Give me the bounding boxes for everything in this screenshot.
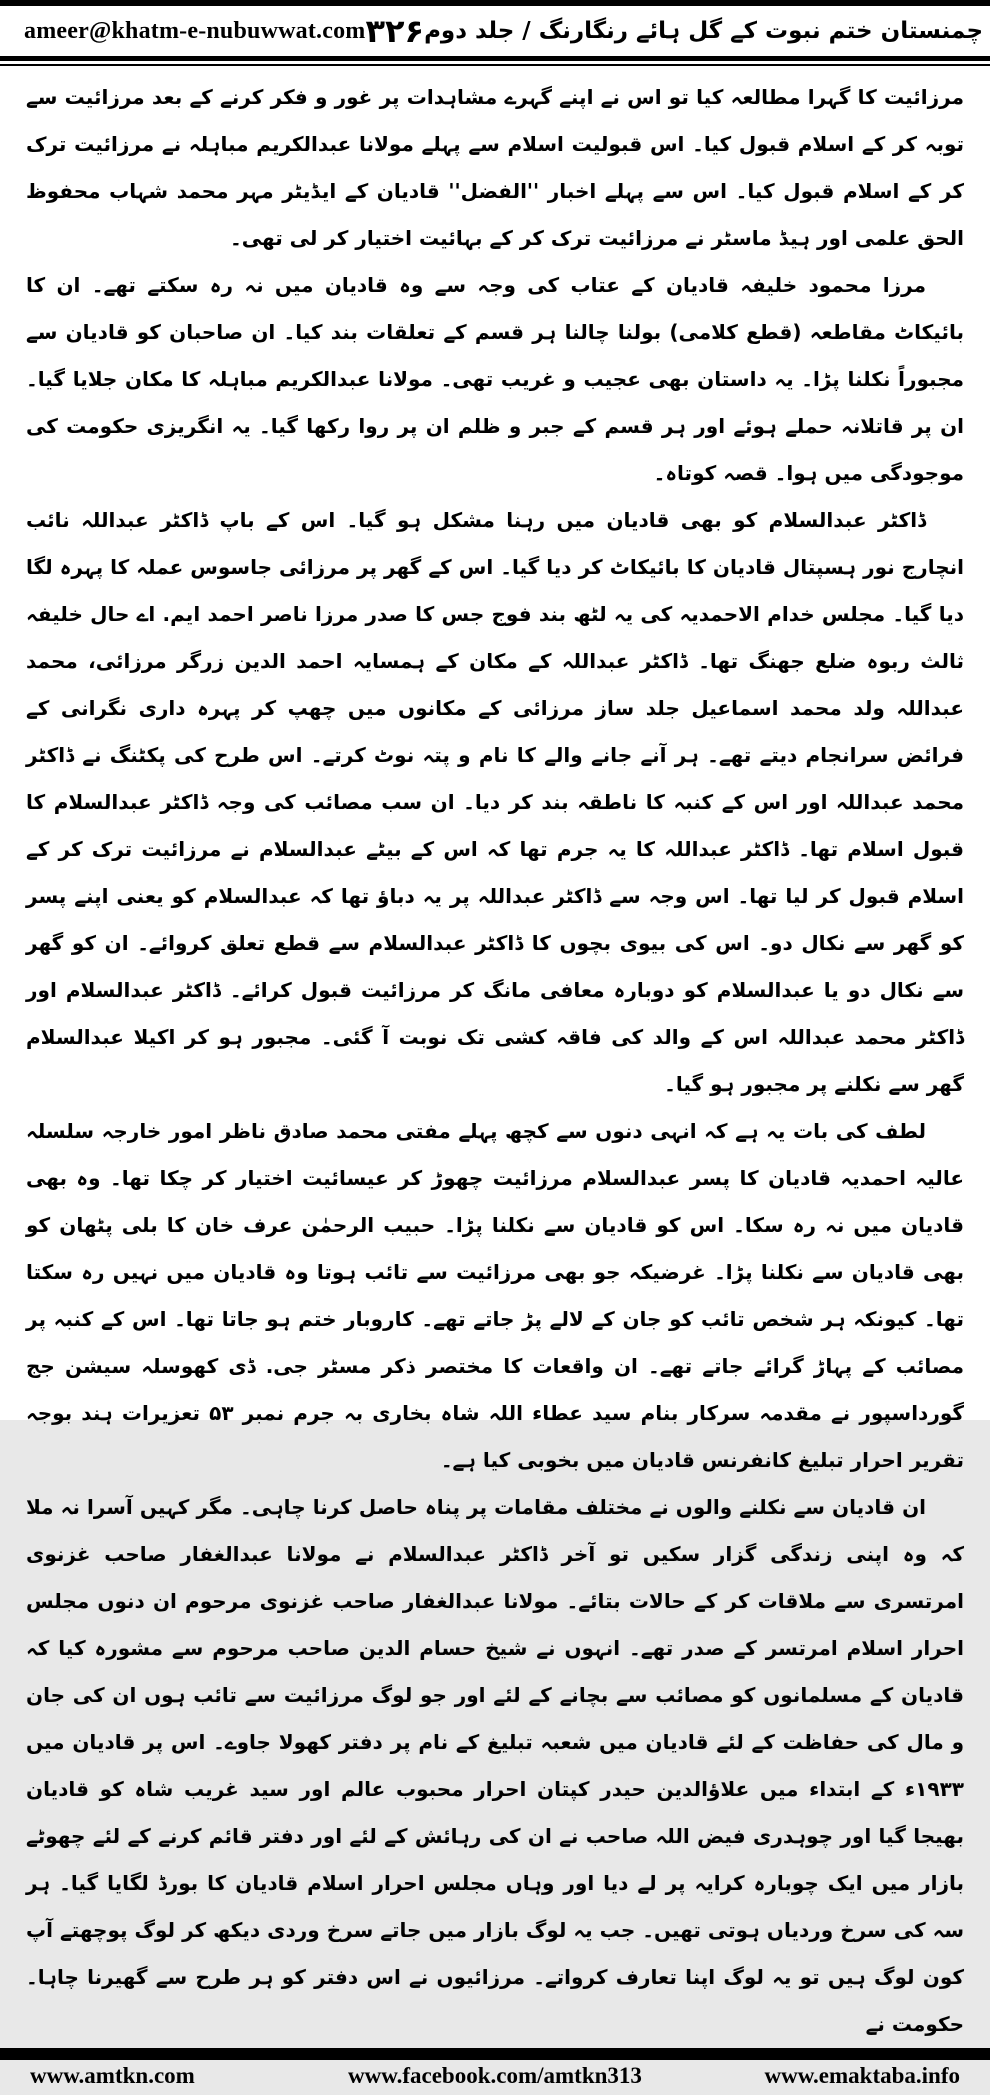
footer-website-url: www.amtkn.com: [30, 2063, 195, 2088]
book-title: چمنستان ختم نبوت کے گل ہائے رنگارنگ / جلد دوم: [424, 18, 984, 44]
header-rule-thick: [0, 56, 990, 61]
paragraph: ڈاکٹر عبدالسلام کو بھی قادیان میں رہنا مشکل ہو گیا۔ اس کے باپ ڈاکٹر عبداللہ نائب انچارج نور ہسپتال قادیان کا بائیکاٹ کر دیا گیا۔ اس کے گھر پر مرزائی جاسوس عملہ کا پہرہ لگا دیا گیا۔ مجلس خدام الاحمدیہ کی یہ لٹھ بند فوج جس کا صدر مرزا ناصر احمد ایم. اے حال خلیفہ ثالث ربوہ ضلع جھنگ تھا۔ ڈاکٹر عبداللہ کے مکان کے ہمسایہ احمد الدین زرگر مرزائی، محمد عبداللہ ولد محمد اسماعیل جلد ساز مرزائی کے مکانوں میں چھپ کر پہرہ داری نگرانی کے فرائض سرانجام دیتے تھے۔ ہر آنے جانے والے کا نام و پتہ نوٹ کرتے۔ اس طرح کی پکٹنگ نے ڈاکٹر محمد عبداللہ اور اس کے کنبہ کا ناطقہ بند کر دیا۔ ان سب مصائب کی وجہ ڈاکٹر عبدالسلام کا قبول اسلام تھا۔ ڈاکٹر عبداللہ کا یہ جرم تھا کہ اس کے بیٹے عبدالسلام نے مرزائیت ترک کر کے اسلام قبول کر لیا تھا۔ اس وجہ سے ڈاکٹر عبداللہ پر یہ دباؤ تھا کہ عبدالسلام کو یعنی اپنے پسر کو گھر سے نکال دو۔ اس کی بیوی بچوں کا ڈاکٹر عبدالسلام سے قطع تعلق کروائے۔ ان کو گھر سے نکال دو یا عبدالسلام کو دوبارہ معافی مانگ کر مرزائیت قبول کرائے۔ ڈاکٹر عبدالسلام اور ڈاکٹر محمد عبداللہ اس کے والد کی فاقہ کشی تک نوبت آ گئی۔ مجبور ہو کر اکیلا عبدالسلام گھر سے نکلنے پر مجبور ہو گیا۔: [26, 508, 964, 1096]
footer-facebook-url: www.facebook.com/amtkn313: [348, 2063, 642, 2088]
page-footer: [0, 2060, 990, 2095]
paragraph: لطف کی بات یہ ہے کہ انہی دنوں سے کچھ پہلے مفتی محمد صادق ناظر امور خارجہ سلسلہ عالیہ احمدیہ قادیان کا پسر عبدالسلام مرزائیت چھوڑ کر عیسائیت اختیار کر چکا تھا۔ وہ بھی قادیان میں نہ رہ سکا۔ اس کو قادیان سے نکلنا پڑا۔ حبیب الرحمٰن عرف خان کا بلی پٹھان کو بھی قادیان سے نکلنا پڑا۔ غرضیکہ جو بھی مرزائیت سے تائب ہوتا وہ قادیان میں نہیں رہ سکتا تھا۔ کیونکہ ہر شخص تائب کو جان کے لالے پڑ جاتے تھے۔ کاروبار ختم ہو جاتا تھا۔ اس کے کنبہ پر مصائب کے پہاڑ گرائے جاتے تھے۔ ان واقعات کا مختصر ذکر مسٹر جی. ڈی کھوسلہ سیشن جج گورداسپور نے مقدمہ سرکار بنام سید عطاء اللہ شاہ بخاری بہ جرم نمبر ۵۳ تعزیرات ہند بوجہ تقریر احرار تبلیغ کانفرنس قادیان میں بخوبی کیا ہے۔: [26, 1119, 964, 1472]
paragraph: مرزائیت کا گہرا مطالعہ کیا تو اس نے اپنے گہرے مشاہدات پر غور و فکر کرنے کے بعد مرزائیت سے توبہ کر کے اسلام قبول کیا۔ اس قبولیت اسلام سے پہلے مولانا عبدالکریم مباہلہ نے مرزائیت ترک کر کے اسلام قبول کیا۔ اس سے پہلے اخبار ''الفضل'' قادیان کے ایڈیٹر مہر محمد شہاب محفوظ الحق علمی اور ہیڈ ماسٹر نے مرزائیت ترک کر کے بہائیت اختیار کر لی تھی۔: [26, 85, 964, 250]
footer-emaktaba-url: www.emaktaba.info: [764, 2063, 960, 2088]
page-header: [0, 6, 990, 52]
page-body-text: [0, 66, 990, 2048]
paragraph: مرزا محمود خلیفہ قادیان کے عتاب کی وجہ سے وہ قادیان میں نہ رہ سکتے تھے۔ ان کا بائیکاٹ مقاطعہ (قطع کلامی) بولنا چالنا ہر قسم کے تعلقات بند کیا۔ ان صاحبان کو قادیان سے مجبوراً نکلنا پڑا۔ یہ داستان بھی عجیب و غریب تھی۔ مولانا عبدالکریم مباہلہ کا مکان جلایا گیا۔ ان پر قاتلانہ حملے ہوئے اور ہر قسم کے جبر و ظلم ان پر روا رکھا گیا۔ یہ انگریزی حکومت کی موجودگی میں ہوا۔ قصہ کوتاہ۔: [26, 273, 964, 485]
contact-email: ameer@khatm-e-nubuwwat.com: [24, 17, 366, 44]
footer-border-bar: [0, 2048, 990, 2060]
page-number: ۳۲۶: [365, 12, 425, 50]
paragraph: ان قادیان سے نکلنے والوں نے مختلف مقامات پر پناہ حاصل کرنا چاہی۔ مگر کہیں آسرا نہ ملا کہ وہ اپنی زندگی گزار سکیں تو آخر ڈاکٹر عبدالسلام نے مولانا عبدالغفار صاحب غزنوی امرتسری سے ملاقات کر کے حالات بتائے۔ مولانا عبدالغفار صاحب غزنوی مرحوم ان دنوں مجلس احرار اسلام امرتسر کے صدر تھے۔ انہوں نے شیخ حسام الدین صاحب مرحوم سے مشورہ کیا کہ قادیان کے مسلمانوں کو مصائب سے بچانے کے لئے اور جو لوگ مرزائیت سے تائب ہوں ان کی جان و مال کی حفاظت کے لئے قادیان میں شعبہ تبلیغ کے نام پر دفتر کھولا جاوے۔ اس پر قادیان میں ۱۹۳۳ء کے ابتداء میں علاؤالدین حیدر کپتان احرار محبوب عالم اور سید غریب شاہ کو قادیان بھیجا گیا اور چوہدری فیض اللہ صاحب نے ان کی رہائش کے لئے اور دفتر قائم کرنے کے لئے چھوٹے بازار میں ایک چوبارہ کرایہ پر لے دیا اور وہاں مجلس احرار اسلام قادیان کا بورڈ لگایا گیا۔ ہر سہ کی سرخ وردیاں ہوتی تھیں۔ جب یہ لوگ بازار میں جاتے سرخ وردی دیکھ کر لوگ پوچھتے آپ کون لوگ ہیں تو یہ لوگ اپنا تعارف کرواتے۔ مرزائیوں نے اس دفتر کو ہر طرح سے گھیرنا چاہا۔ حکومت نے: [26, 1495, 965, 2036]
